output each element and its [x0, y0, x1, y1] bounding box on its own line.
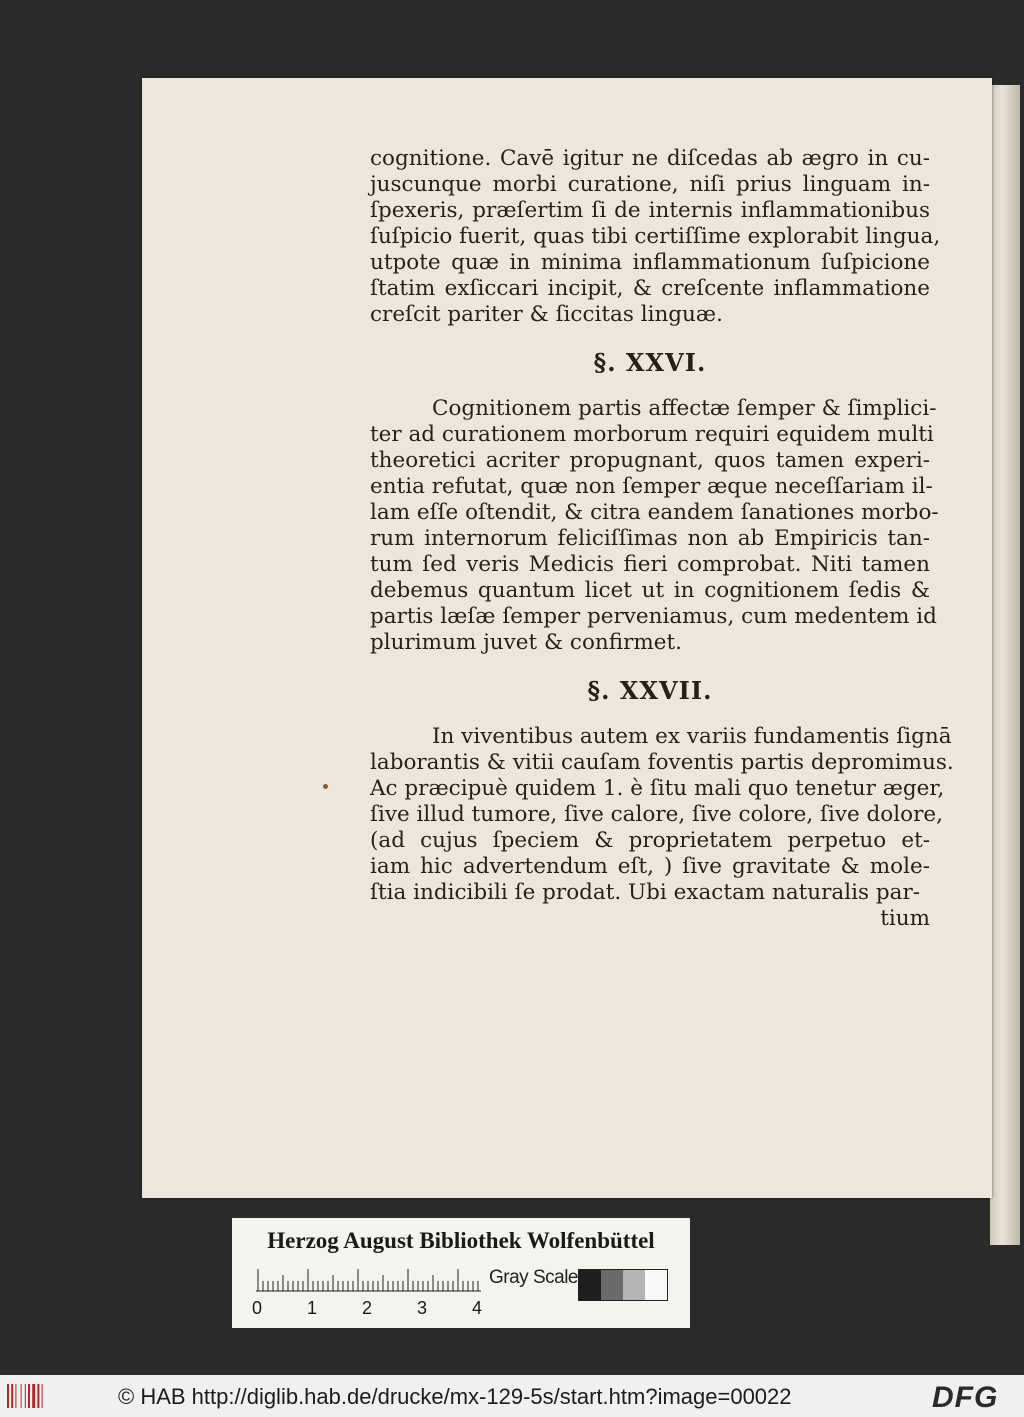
text-line: ter ad curationem morborum requiri equidem multi [370, 422, 934, 447]
gray-swatch [645, 1270, 667, 1300]
page-edge [990, 85, 1020, 1245]
text-line: utpote quæ in minima inflammationum ſuſpicione [370, 250, 930, 275]
text-line: laborantis & vitii cauſam foventis partis depromimus. [370, 750, 954, 775]
gray-swatch [579, 1270, 601, 1300]
book-page [142, 78, 992, 1198]
text-line: rum internorum feliciſſimas non ab Empiricis tan- [370, 526, 930, 551]
barcode-bar [42, 1384, 43, 1408]
text-line: debemus quantum licet ut in cognitionem ſedis & [370, 578, 930, 603]
barcode-bar [25, 1384, 26, 1408]
text-line: Cognitionem partis affectæ ſemper & ſimplici- [432, 396, 937, 421]
gray-scale-label: Gray Scale [489, 1267, 578, 1288]
text-line: ſtatim exſiccari incipit, & creſcente inflammatione [370, 276, 930, 301]
gray-swatch [601, 1270, 623, 1300]
text-line: theoretici acriter propugnant, quos tamen experi- [370, 448, 930, 473]
text-line: entia refutat, quæ non ſemper æque neceſſariam il- [370, 474, 933, 499]
ruler-number: 3 [417, 1298, 428, 1318]
barcode-bar [7, 1384, 9, 1408]
barcode-bar [15, 1384, 16, 1408]
section-heading-27: §. XXVII. [587, 676, 713, 705]
section-heading-26: §. XXVI. [593, 348, 707, 377]
ruler-number: 2 [362, 1298, 373, 1318]
barcode-bar [11, 1384, 13, 1408]
ruler-number: 0 [252, 1298, 263, 1318]
ink-fleck [323, 784, 328, 789]
text-line: ſuſpicio fuerit, quas tibi certiſſime explorabit lingua, [370, 224, 941, 249]
copyright-url[interactable]: © HAB http://diglib.hab.de/drucke/mx-129-5s/start.htm?image=00022 [118, 1384, 792, 1409]
gray-scale-swatches [578, 1269, 668, 1301]
catchword: tium [880, 906, 930, 931]
text-line: cognitione. Cavē igitur ne diſcedas ab ægro in cu- [370, 146, 930, 171]
barcode-bar [37, 1384, 39, 1408]
text-line: tum ſed veris Medicis fieri comprobat. Niti tamen [370, 552, 930, 577]
text-line: In viventibus autem ex variis fundamentis ſignā [432, 724, 952, 749]
barcode-bar [28, 1384, 30, 1408]
text-line: creſcit pariter & ſiccitas linguæ. [370, 302, 723, 327]
page-text [370, 146, 954, 932]
text-line: juscunque morbi curatione, niſi prius linguam in- [370, 172, 930, 197]
paragraph-1 [370, 146, 941, 328]
text-line: lam eſſe oſtendit, & citra eandem ſanationes morbo- [370, 500, 939, 525]
library-name: Herzog August Bibliothek Wolfenbüttel [267, 1228, 655, 1253]
library-color-card [232, 1218, 690, 1328]
paragraph-2 [370, 396, 939, 656]
barcode-bar [32, 1384, 35, 1408]
text-line: plurimum juvet & confirmet. [370, 630, 682, 655]
text-line: (ad cujus ſpeciem & proprietatem perpetuo et- [370, 828, 930, 853]
paragraph-3 [370, 724, 954, 906]
text-line: Ac præcipuè quidem 1. è ſitu mali quo tenetur æger, [370, 776, 945, 801]
text-line: partis læſæ ſemper perveniamus, cum medentem id [370, 604, 937, 629]
text-line: ſpexeris, præſertim ſi de internis inflammationibus [370, 198, 930, 223]
viewer-footer [0, 1375, 1024, 1417]
dfg-logo: DFG [932, 1381, 999, 1414]
text-line: ſive illud tumore, ſive calore, ſive colore, ſive dolore, [370, 802, 943, 827]
text-line: iam hic advertendum eſt, ) ſive gravitate & mole- [370, 854, 930, 879]
ruler-labels [252, 1298, 492, 1320]
barcode-bar [21, 1384, 22, 1408]
ruler-number: 4 [472, 1298, 483, 1318]
ruler-scale [256, 1268, 481, 1292]
ruler-number: 1 [307, 1298, 318, 1318]
text-line: ſtia indicibili ſe prodat. Ubi exactam naturalis par- [370, 880, 920, 905]
gray-swatch [623, 1270, 645, 1300]
barcode-icon [6, 1383, 46, 1409]
